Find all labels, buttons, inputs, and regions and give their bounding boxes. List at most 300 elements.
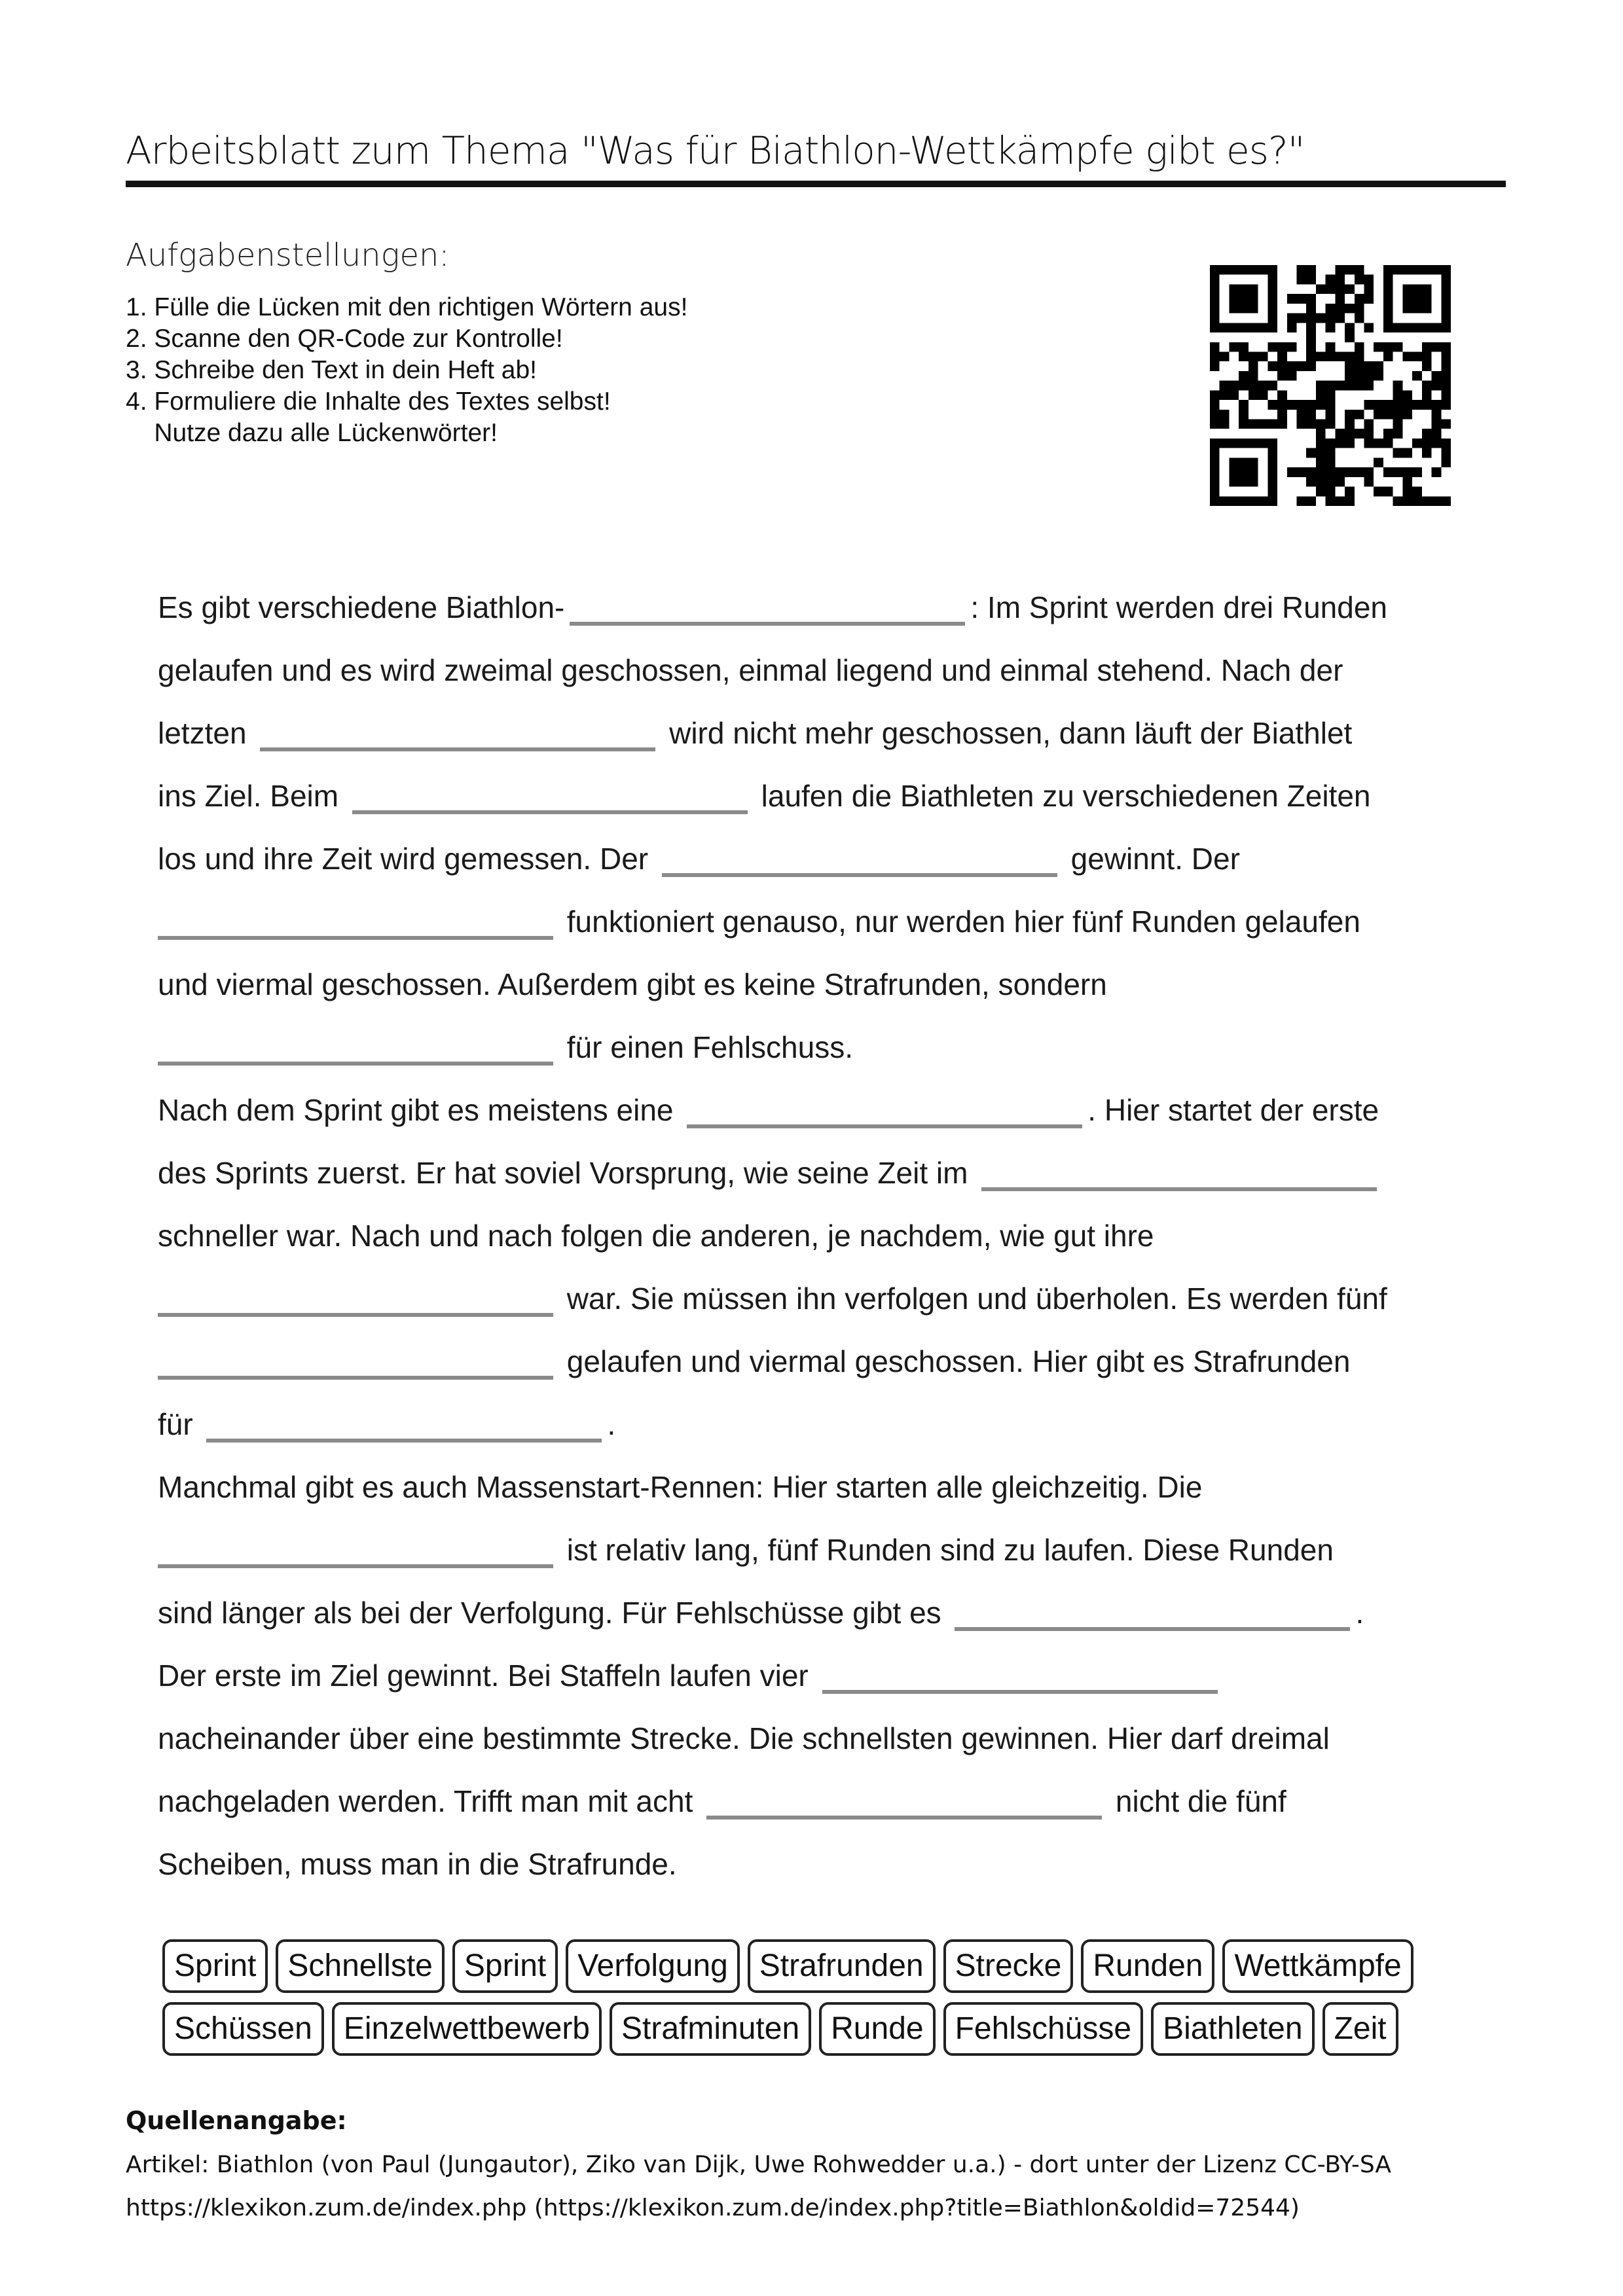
qr-module <box>1441 265 1451 275</box>
qr-module <box>1402 487 1412 497</box>
qr-module <box>1374 400 1383 410</box>
qr-module <box>1355 429 1364 439</box>
qr-module <box>1422 448 1432 458</box>
qr-module <box>1374 487 1383 497</box>
qr-module <box>1287 294 1297 304</box>
instruction-item: 4. Formuliere die Inhalte des Textes selbst! <box>126 387 611 416</box>
qr-module <box>1249 457 1258 467</box>
qr-module <box>1326 467 1336 477</box>
qr-module <box>1258 390 1268 400</box>
qr-module <box>1335 265 1345 275</box>
qr-module <box>1210 448 1220 458</box>
qr-module <box>1355 342 1364 352</box>
qr-module <box>1422 323 1432 332</box>
qr-module <box>1296 410 1306 420</box>
qr-module <box>1383 342 1393 352</box>
text-line <box>158 1707 1493 1770</box>
qr-module <box>1412 323 1422 332</box>
qr-module <box>1412 351 1422 361</box>
qr-module <box>1326 477 1336 487</box>
qr-module <box>1239 371 1249 381</box>
qr-module <box>1412 487 1422 497</box>
qr-module <box>1267 342 1277 352</box>
word-chip[interactable]: Wettkämpfe <box>1222 1939 1413 1993</box>
qr-module <box>1335 381 1345 391</box>
word-chip[interactable]: Schüssen <box>162 2002 324 2056</box>
qr-module <box>1422 390 1432 400</box>
qr-module <box>1296 265 1306 275</box>
text-segment: gelaufen und viermal geschossen. Hier gibt es Strafrunden <box>558 1344 1351 1378</box>
qr-module <box>1267 284 1277 294</box>
qr-module <box>1441 448 1451 458</box>
qr-module <box>1422 400 1432 410</box>
word-bank-row <box>162 2002 1511 2056</box>
word-chip[interactable]: Strafrunden <box>748 1939 936 1993</box>
qr-module <box>1229 381 1239 391</box>
qr-module <box>1239 323 1249 332</box>
qr-module <box>1326 323 1336 332</box>
source-url: https://klexikon.zum.de/index.php (https://klexikon.zum.de/index.php?title=Biathlon&oldid=72544) <box>126 2195 1300 2221</box>
qr-module <box>1335 351 1345 361</box>
qr-module <box>1364 323 1374 332</box>
qr-module <box>1249 477 1258 487</box>
qr-module <box>1220 265 1230 275</box>
qr-module <box>1229 304 1239 314</box>
qr-module <box>1402 448 1412 458</box>
qr-module <box>1239 304 1249 314</box>
qr-module <box>1287 371 1297 381</box>
qr-module <box>1296 420 1306 429</box>
qr-module <box>1364 294 1374 304</box>
qr-module <box>1412 304 1422 314</box>
qr-module <box>1432 342 1442 352</box>
word-chip[interactable]: Runden <box>1081 1939 1214 1993</box>
qr-module <box>1441 371 1451 381</box>
qr-module <box>1267 275 1277 285</box>
qr-module <box>1374 342 1383 352</box>
qr-module <box>1402 477 1412 487</box>
qr-module <box>1229 496 1239 506</box>
word-chip[interactable]: Strafminuten <box>610 2002 811 2056</box>
qr-module <box>1441 342 1451 352</box>
qr-module <box>1432 265 1442 275</box>
qr-module <box>1422 265 1432 275</box>
text-line <box>158 890 1493 953</box>
qr-module <box>1316 351 1326 361</box>
qr-module <box>1258 496 1268 506</box>
qr-module <box>1355 314 1364 323</box>
qr-module <box>1229 457 1239 467</box>
qr-module <box>1267 457 1277 467</box>
qr-module <box>1316 390 1326 400</box>
text-segment: letzten <box>158 716 255 750</box>
text-segment: los und ihre Zeit wird gemessen. Der <box>158 842 657 876</box>
qr-module <box>1210 284 1220 294</box>
qr-module <box>1249 265 1258 275</box>
qr-module <box>1267 304 1277 314</box>
qr-module <box>1412 371 1422 381</box>
qr-module <box>1335 467 1345 477</box>
qr-module <box>1345 429 1355 439</box>
qr-module <box>1422 284 1432 294</box>
qr-module <box>1335 284 1345 294</box>
qr-module <box>1306 332 1316 342</box>
qr-module <box>1345 381 1355 391</box>
qr-module <box>1402 410 1412 420</box>
qr-module <box>1267 477 1277 487</box>
text-line <box>158 1644 1493 1707</box>
qr-module <box>1277 342 1287 352</box>
qr-module <box>1306 361 1316 371</box>
text-line <box>158 827 1493 890</box>
text-segment: . <box>1355 1596 1364 1630</box>
qr-module <box>1412 284 1422 294</box>
qr-module <box>1412 439 1422 448</box>
text-line <box>158 576 1493 639</box>
text-segment: nicht die fünf <box>1107 1784 1286 1818</box>
qr-module <box>1210 467 1220 477</box>
qr-module <box>1345 410 1355 420</box>
qr-module <box>1249 361 1258 371</box>
qr-module <box>1277 400 1287 410</box>
qr-module <box>1326 420 1336 429</box>
blank-field[interactable] <box>158 1284 553 1317</box>
qr-module <box>1239 496 1249 506</box>
qr-module <box>1355 371 1364 381</box>
qr-module <box>1355 410 1364 420</box>
qr-module <box>1383 304 1393 314</box>
text-segment: Scheiben, muss man in die Strafrunde. <box>158 1847 677 1881</box>
qr-module <box>1326 448 1336 458</box>
qr-module <box>1374 457 1383 467</box>
qr-module <box>1335 429 1345 439</box>
qr-module <box>1441 294 1451 304</box>
qr-module <box>1306 314 1316 323</box>
qr-module <box>1393 467 1403 477</box>
qr-module <box>1393 265 1403 275</box>
qr-module <box>1335 439 1345 448</box>
blank-field[interactable] <box>158 907 553 940</box>
qr-module <box>1383 294 1393 304</box>
word-chip[interactable]: Sprint <box>452 1939 558 1993</box>
qr-module <box>1258 439 1268 448</box>
qr-module <box>1296 400 1306 410</box>
qr-module <box>1316 439 1326 448</box>
text-line <box>158 1330 1493 1393</box>
qr-module <box>1316 477 1326 487</box>
qr-module <box>1249 351 1258 361</box>
qr-module <box>1345 371 1355 381</box>
qr-module <box>1239 342 1249 352</box>
qr-module <box>1306 323 1316 332</box>
text-segment: nachgeladen werden. Trifft man mit acht <box>158 1784 702 1818</box>
word-chip[interactable]: Verfolgung <box>566 1939 740 1993</box>
qr-module <box>1267 439 1277 448</box>
qr-module <box>1229 467 1239 477</box>
qr-module <box>1210 420 1220 429</box>
qr-module <box>1364 361 1374 371</box>
qr-module <box>1316 457 1326 467</box>
blank-field[interactable] <box>206 1410 602 1443</box>
qr-module <box>1422 304 1432 314</box>
text-line <box>158 702 1493 764</box>
qr-module <box>1210 487 1220 497</box>
qr-module <box>1393 410 1403 420</box>
qr-module <box>1296 314 1306 323</box>
blank-field[interactable] <box>570 593 965 626</box>
qr-module <box>1326 400 1336 410</box>
qr-module <box>1249 371 1258 381</box>
qr-module <box>1210 477 1220 487</box>
blank-field[interactable] <box>822 1661 1218 1694</box>
qr-module <box>1229 323 1239 332</box>
blank-field[interactable] <box>158 1535 553 1568</box>
qr-module <box>1229 477 1239 487</box>
qr-module <box>1383 439 1393 448</box>
qr-module <box>1277 351 1287 361</box>
blank-field[interactable] <box>352 781 748 814</box>
text-line <box>158 953 1493 1016</box>
qr-module <box>1326 351 1336 361</box>
qr-module <box>1335 304 1345 314</box>
qr-module <box>1422 361 1432 371</box>
text-segment: Manchmal gibt es auch Massenstart-Rennen: Hier starten alle gleichzeitig. Die <box>158 1470 1203 1504</box>
qr-module <box>1383 265 1393 275</box>
qr-module <box>1249 304 1258 314</box>
qr-module <box>1258 420 1268 429</box>
text-segment: und viermal geschossen. Außerdem gibt es keine Strafrunden, sondern <box>158 967 1107 1001</box>
blank-field[interactable] <box>158 1347 553 1380</box>
text-line <box>158 1079 1493 1141</box>
word-chip[interactable]: Strecke <box>943 1939 1074 1993</box>
qr-module <box>1393 429 1403 439</box>
qr-module <box>1345 351 1355 361</box>
qr-module <box>1422 496 1432 506</box>
qr-module <box>1316 381 1326 391</box>
text-segment: nacheinander über eine bestimmte Strecke. Die schnellsten gewinnen. Hier darf dreimal <box>158 1721 1330 1755</box>
qr-module <box>1422 342 1432 352</box>
blank-field[interactable] <box>981 1158 1377 1191</box>
qr-module <box>1229 342 1239 352</box>
instruction-item: 3. Schreibe den Text in dein Heft ab! <box>126 356 538 384</box>
qr-module <box>1383 284 1393 294</box>
qr-module <box>1393 381 1403 391</box>
qr-module <box>1441 400 1451 410</box>
qr-module <box>1374 439 1383 448</box>
qr-module <box>1383 314 1393 323</box>
qr-module <box>1326 342 1336 352</box>
blank-field[interactable] <box>662 844 1057 877</box>
qr-module <box>1306 477 1316 487</box>
qr-module <box>1412 400 1422 410</box>
qr-module <box>1441 381 1451 391</box>
qr-module <box>1355 381 1364 391</box>
qr-module <box>1422 439 1432 448</box>
qr-module <box>1229 265 1239 275</box>
word-chip[interactable]: Zeit <box>1322 2002 1398 2056</box>
text-segment: laufen die Biathleten zu verschiedenen Zeiten <box>752 779 1371 813</box>
qr-module <box>1432 420 1442 429</box>
qr-module <box>1258 323 1268 332</box>
qr-module <box>1441 314 1451 323</box>
qr-module <box>1229 390 1239 400</box>
qr-module <box>1239 294 1249 304</box>
qr-module <box>1267 496 1277 506</box>
qr-module <box>1441 390 1451 400</box>
qr-module <box>1402 304 1412 314</box>
qr-module <box>1267 467 1277 477</box>
qr-module <box>1422 381 1432 391</box>
qr-module <box>1220 351 1230 361</box>
text-segment: des Sprints zuerst. Er hat soviel Vorsprung, wie seine Zeit im <box>158 1156 977 1190</box>
blank-field[interactable] <box>706 1787 1102 1820</box>
qr-module <box>1345 361 1355 371</box>
blank-field[interactable] <box>158 1033 553 1066</box>
qr-module <box>1306 294 1316 304</box>
blank-field[interactable] <box>955 1598 1350 1631</box>
qr-module <box>1364 275 1374 285</box>
qr-module <box>1287 314 1297 323</box>
instruction-item: Nutze dazu alle Lückenwörter! <box>126 419 498 447</box>
qr-module <box>1277 371 1287 381</box>
qr-module <box>1287 400 1297 410</box>
qr-module <box>1296 496 1306 506</box>
qr-module <box>1306 265 1316 275</box>
qr-module <box>1393 448 1403 458</box>
text-segment: Es gibt verschiedene Biathlon- <box>158 590 565 624</box>
text-segment: ins Ziel. Beim <box>158 779 347 813</box>
qr-module <box>1335 314 1345 323</box>
word-chip[interactable]: Einzelwettbewerb <box>332 2002 602 2056</box>
qr-module <box>1441 361 1451 371</box>
instruction-item: 2. Scanne den QR-Code zur Kontrolle! <box>126 325 563 353</box>
qr-module <box>1287 323 1297 332</box>
qr-module <box>1267 314 1277 323</box>
qr-module <box>1210 457 1220 467</box>
word-bank-row <box>162 1939 1511 1993</box>
qr-module <box>1393 400 1403 410</box>
qr-module <box>1239 400 1249 410</box>
qr-module <box>1220 390 1230 400</box>
qr-module <box>1355 304 1364 314</box>
qr-module <box>1432 381 1442 391</box>
qr-module <box>1393 420 1403 429</box>
text-line <box>158 1204 1493 1267</box>
qr-code-icon <box>1210 265 1451 506</box>
qr-module <box>1229 284 1239 294</box>
qr-module <box>1220 323 1230 332</box>
qr-module <box>1441 457 1451 467</box>
word-chip[interactable]: Biathleten <box>1151 2002 1315 2056</box>
text-segment: für einen Fehlschuss. <box>558 1030 854 1064</box>
qr-module <box>1210 323 1220 332</box>
qr-module <box>1355 275 1364 285</box>
qr-module <box>1345 420 1355 429</box>
qr-module <box>1239 467 1249 477</box>
qr-module <box>1277 420 1287 429</box>
qr-module <box>1364 477 1374 487</box>
instructions-list <box>126 292 687 449</box>
qr-module <box>1335 275 1345 285</box>
qr-module <box>1383 487 1393 497</box>
qr-module <box>1364 467 1374 477</box>
word-chip[interactable]: Schnellste <box>276 1939 444 1993</box>
word-chip[interactable]: Runde <box>819 2002 935 2056</box>
qr-module <box>1229 294 1239 304</box>
qr-module <box>1220 410 1230 420</box>
qr-module <box>1316 448 1326 458</box>
qr-module <box>1432 439 1442 448</box>
qr-module <box>1383 410 1393 420</box>
qr-module <box>1210 314 1220 323</box>
qr-module <box>1393 390 1403 400</box>
qr-module <box>1383 467 1393 477</box>
qr-module <box>1355 294 1364 304</box>
qr-module <box>1412 265 1422 275</box>
text-line <box>158 639 1493 702</box>
qr-module <box>1412 467 1422 477</box>
qr-module <box>1239 351 1249 361</box>
qr-module <box>1267 323 1277 332</box>
qr-module <box>1402 390 1412 400</box>
qr-module <box>1441 304 1451 314</box>
qr-module <box>1326 381 1336 391</box>
text-line <box>158 1581 1493 1644</box>
qr-module <box>1267 381 1277 391</box>
text-line <box>158 1456 1493 1518</box>
qr-module <box>1267 361 1277 371</box>
source-heading: Quellenangabe: <box>126 2106 347 2135</box>
qr-module <box>1402 400 1412 410</box>
qr-module <box>1249 294 1258 304</box>
qr-module <box>1277 390 1287 400</box>
qr-module <box>1229 439 1239 448</box>
qr-module <box>1267 294 1277 304</box>
qr-module <box>1412 294 1422 304</box>
qr-module <box>1345 265 1355 275</box>
qr-module <box>1210 294 1220 304</box>
word-chip[interactable]: Sprint <box>162 1939 268 1993</box>
qr-module <box>1258 351 1268 361</box>
qr-module <box>1441 284 1451 294</box>
qr-module <box>1296 361 1306 371</box>
qr-module <box>1287 361 1297 371</box>
blank-field[interactable] <box>260 719 655 751</box>
qr-module <box>1249 420 1258 429</box>
qr-module <box>1306 448 1316 458</box>
qr-module <box>1306 275 1316 285</box>
text-segment: : Im Sprint werden drei Runden <box>970 590 1388 624</box>
qr-module <box>1316 284 1326 294</box>
qr-module <box>1345 304 1355 314</box>
qr-module <box>1422 429 1432 439</box>
qr-module <box>1345 487 1355 497</box>
text-line <box>158 1267 1493 1330</box>
qr-module <box>1316 429 1326 439</box>
qr-module <box>1306 420 1316 429</box>
qr-module <box>1306 467 1316 477</box>
word-chip[interactable]: Fehlschüsse <box>943 2002 1143 2056</box>
qr-module <box>1326 439 1336 448</box>
blank-field[interactable] <box>687 1096 1082 1128</box>
qr-module <box>1316 420 1326 429</box>
qr-module <box>1364 429 1374 439</box>
text-segment: wird nicht mehr geschossen, dann läuft der Biathlet <box>661 716 1353 750</box>
qr-module <box>1326 390 1336 400</box>
qr-module <box>1296 294 1306 304</box>
qr-module <box>1345 284 1355 294</box>
qr-module <box>1326 304 1336 314</box>
